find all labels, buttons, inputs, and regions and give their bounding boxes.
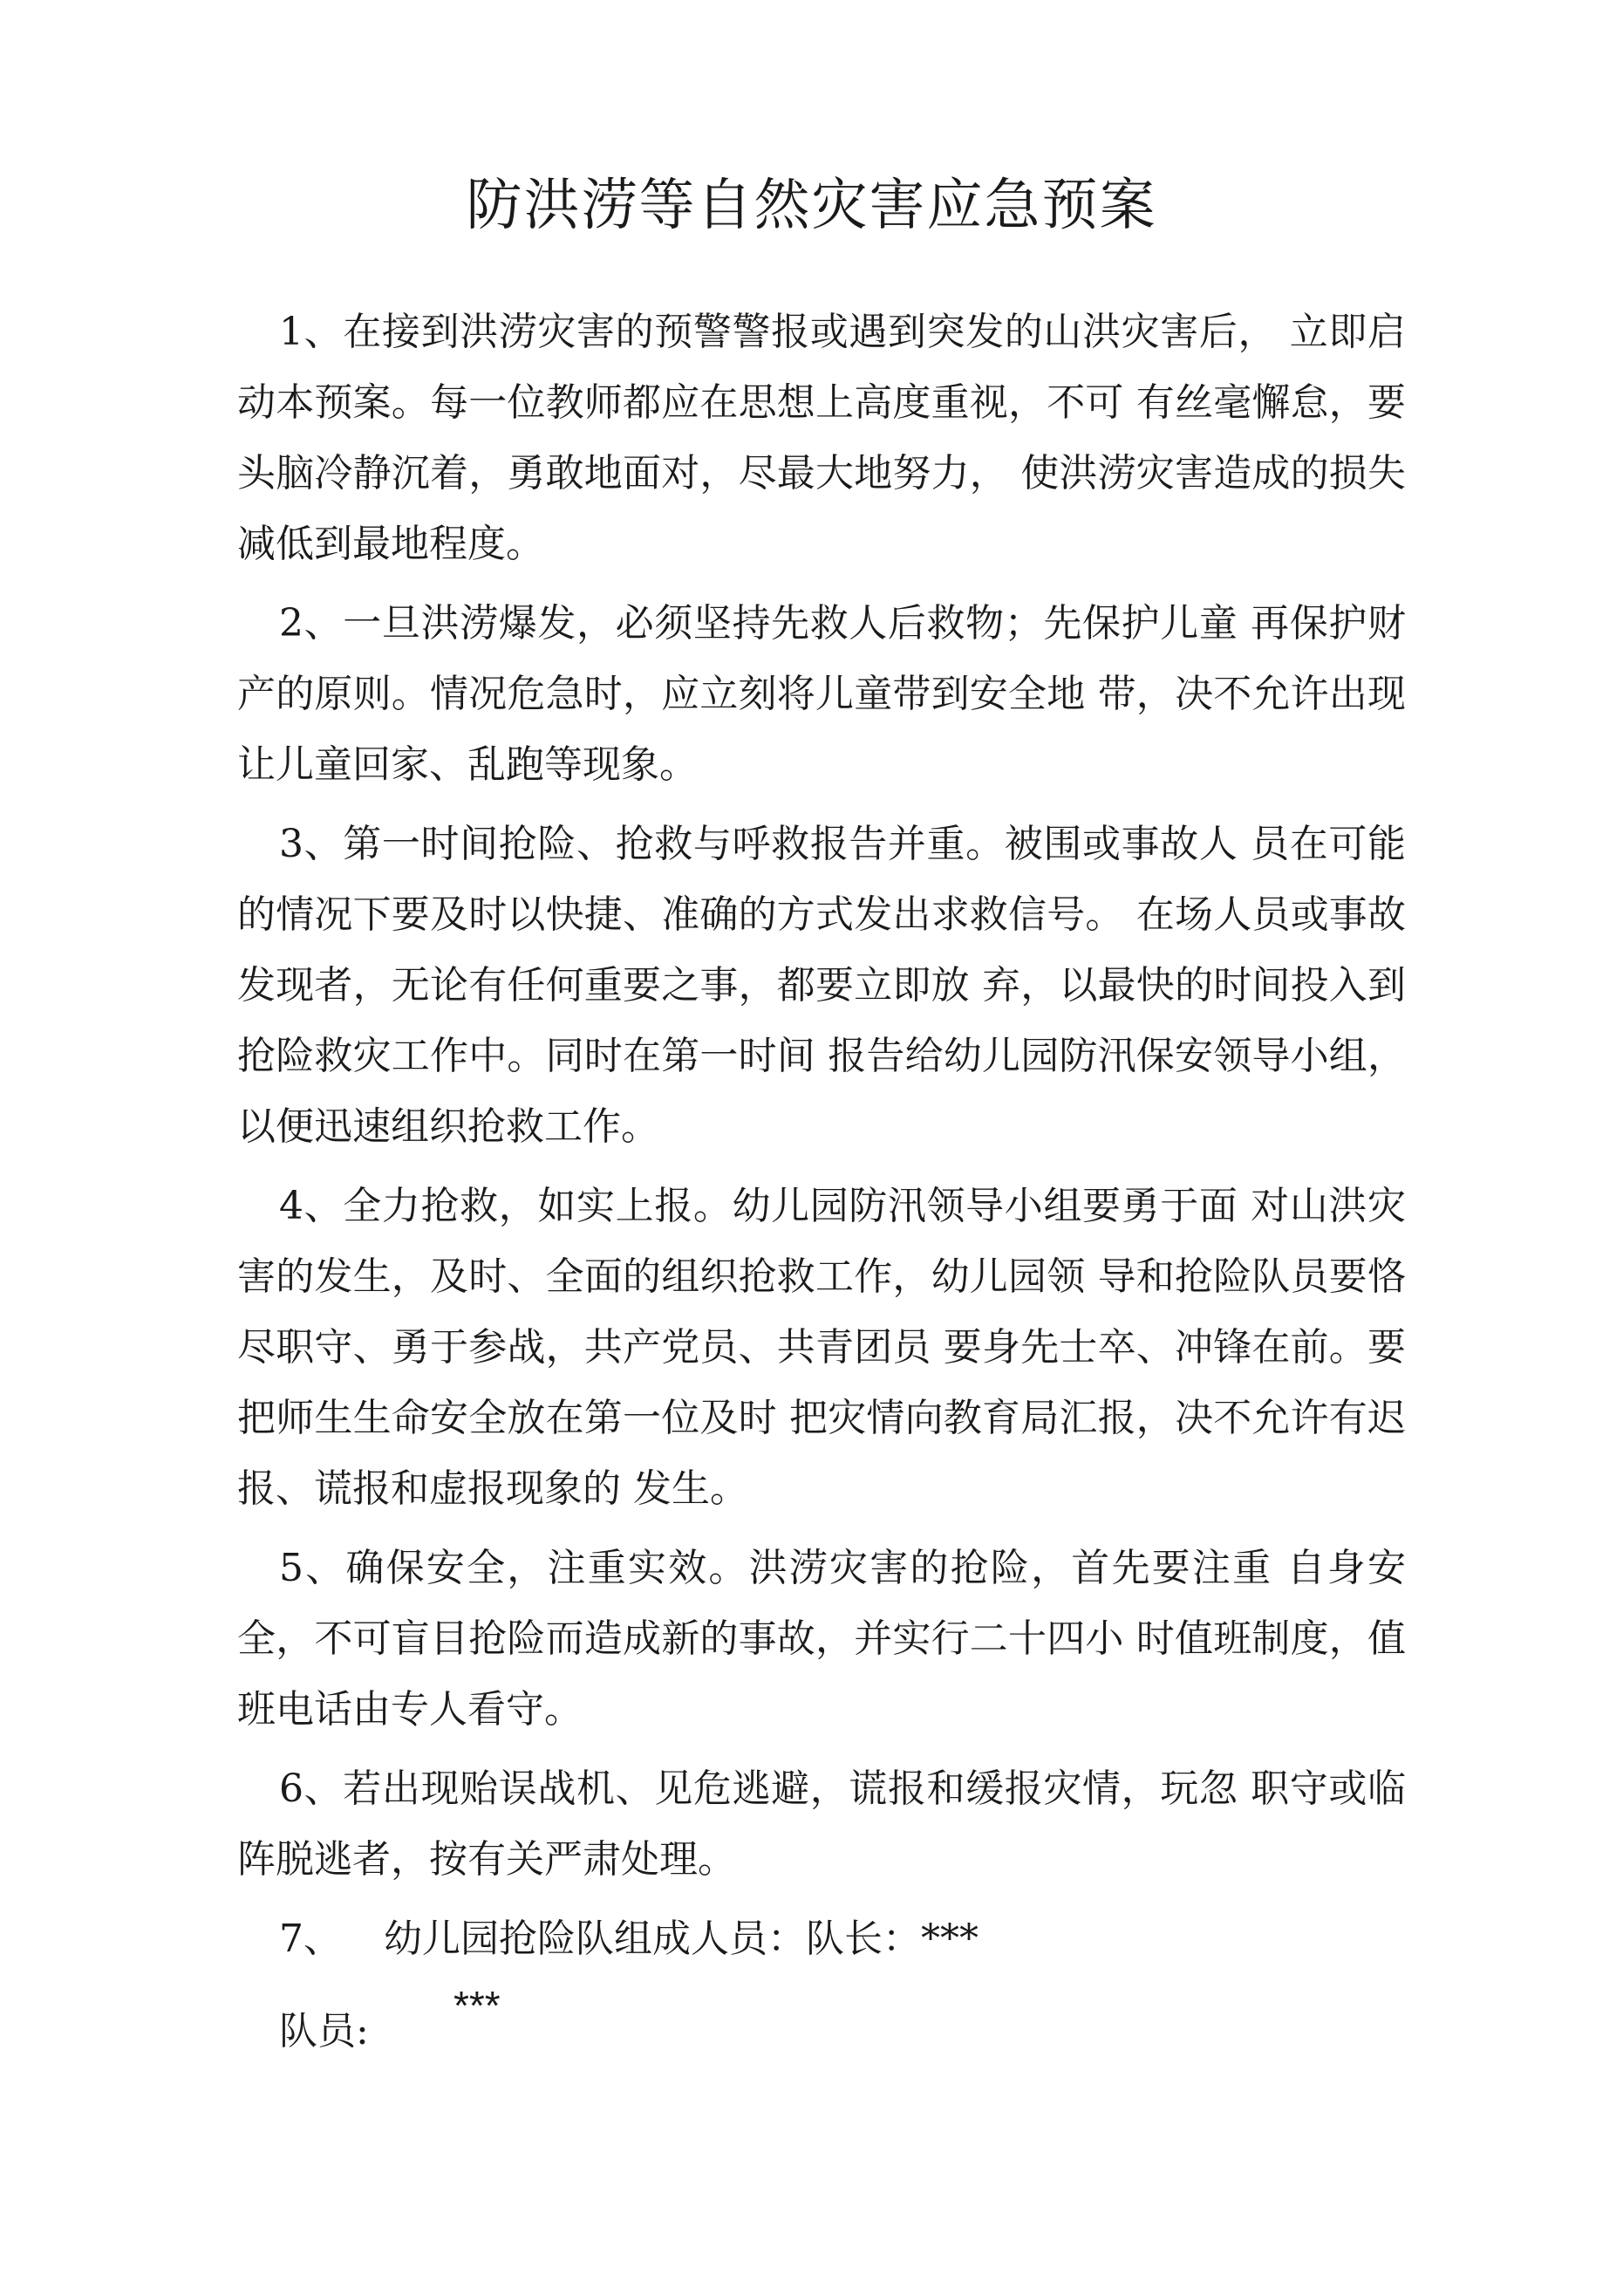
paragraph-1: 1、在接到洪涝灾害的预警警报或遇到突发的山洪灾害后， 立即启动本预案。每一位教师都应在思想上高度重视，不可 有丝毫懈怠，要头脑冷静沉着，勇敢地面对，尽最大地努力， 使洪涝灾害造成的损失减低到最地程度。 bbox=[237, 310, 1406, 566]
document-body bbox=[237, 297, 1406, 2067]
paragraph-4: 4、全力抢救，如实上报。幼儿园防汛领导小组要勇于面 对山洪灾害的发生，及时、全面的组织抢救工作，幼儿园领 导和抢险队员要恪尽职守、勇于参战，共产党员、共青团员 要身先士卒、冲锋在前。要把师生生命安全放在第一位及时 把灾情向教育局汇报，决不允许有迟报、谎报和虚报现象的 发生。 bbox=[237, 1184, 1406, 1511]
paragraph-7-number: 7、 bbox=[279, 1917, 342, 1961]
paragraph-5: 5、确保安全，注重实效。洪涝灾害的抢险，首先要注重 自身安全，不可盲目抢险而造成新的事故，并实行二十四小 时值班制度，值班电话由专人看守。 bbox=[237, 1546, 1406, 1732]
document-title: 防洪涝等自然灾害应急预案 bbox=[466, 174, 1157, 238]
paragraph-7-text: 幼儿园抢险队组成人员：队长：*** bbox=[384, 1917, 979, 1961]
paragraph-7 bbox=[237, 1903, 1406, 1974]
paragraph-3: 3、第一时间抢险、抢救与呼救报告并重。被围或事故人 员在可能的情况下要及时以快捷、准确的方式发出求救信号。 在场人员或事故发现者，无论有任何重要之事，都要立即放 弃，以最快的时间投入到抢险救灾工作中。同时在第一时间 报告给幼儿园防汛保安领导小组，以便迅速组织抢救工作。 bbox=[237, 822, 1406, 1149]
paragraph-2: 2、一旦洪涝爆发，必须坚持先救人后救物；先保护儿童 再保护财产的原则。情况危急时，应立刻将儿童带到安全地 带，决不允许出现让儿童回家、乱跑等现象。 bbox=[237, 601, 1406, 787]
paragraph-6: 6、若出现贻误战机、见危逃避，谎报和缓报灾情，玩忽 职守或临阵脱逃者，按有关严肃处理。 bbox=[237, 1766, 1406, 1882]
team-members-line bbox=[237, 1983, 1406, 2067]
team-members-value: *** bbox=[453, 1983, 501, 2028]
team-members-label: 队员: bbox=[279, 2009, 369, 2053]
